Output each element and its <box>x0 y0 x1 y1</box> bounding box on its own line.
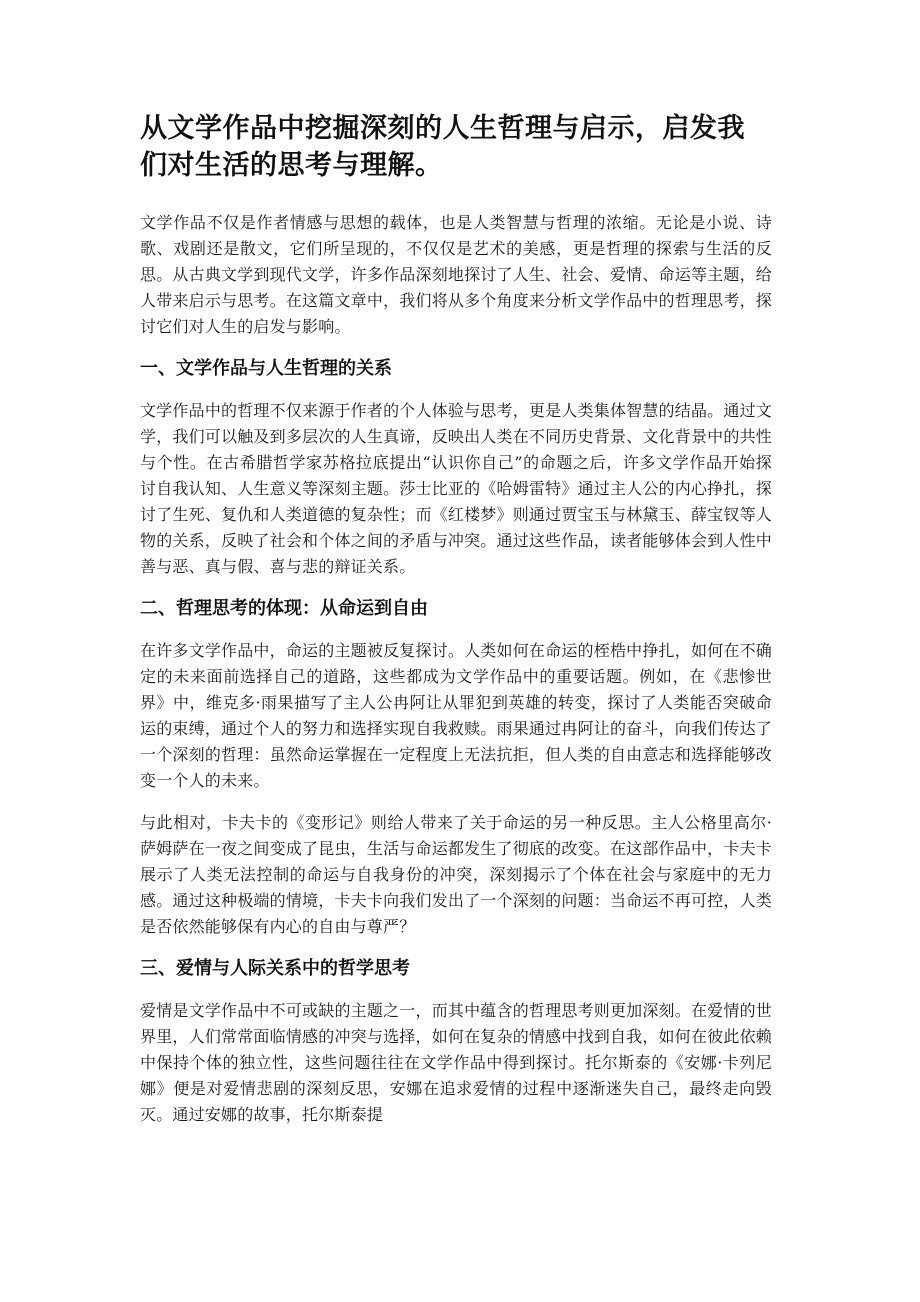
section-paragraph: 爱情是文学作品中不可或缺的主题之一，而其中蕴含的哲理思考则更加深刻。在爱情的世界里，人们常常面临情感的冲突与选择，如何在复杂的情感中找到自我，如何在彼此依赖中保持个体的独立性，这些问题往往在文学作品中得到探讨。托尔斯泰的《安娜·卡列尼娜》便是对爱情悲剧的深刻反思，安娜在追求爱情的过程中逐渐迷失自己，最终走向毁灭。通过安娜的故事，托尔斯泰提 <box>140 1001 772 1124</box>
document-title: 从文学作品中挖掘深刻的人生哲理与启示，启发我们对生活的思考与理解。 <box>140 113 745 181</box>
section-2 <box>140 596 772 940</box>
section-paragraph: 在许多文学作品中，命运的主题被反复探讨。人类如何在命运的桎梏中挣扎，如何在不确定的未来面前选择自己的道路，这些都成为文学作品中的重要话题。例如，在《悲惨世界》中，维克多·雨果描写了主人公冉阿让从罪犯到英雄的转变，探讨了人类能否突破命运的束缚，通过个人的努力和选择实现自我救赎。雨果通过冉阿让的奋斗，向我们传达了一个深刻的哲理：虽然命运掌握在一定程度上无法抗拒，但人类的自由意志和选择能够改变一个人的未来。 <box>140 641 772 790</box>
section-heading: 一、文学作品与人生哲理的关系 <box>140 358 392 379</box>
section-heading: 三、爱情与人际关系中的哲学思考 <box>140 958 410 979</box>
section-paragraph: 文学作品中的哲理不仅来源于作者的个人体验与思考，更是人类集体智慧的结晶。通过文学，我们可以触及到多层次的人生真谛，反映出人类在不同历史背景、文化背景中的共性与个性。在古希腊哲学家苏格拉底提出“认识你自己”的命题之后，许多文学作品开始探讨自我认知、人生意义等深刻主题。莎士比亚的《哈姆雷特》通过主人公的内心挣扎，探讨了生死、复仇和人类道德的复杂性；而《红楼梦》则通过贾宝玉与林黛玉、薛宝钗等人物的关系，反映了社会和个体之间的矛盾与冲突。通过这些作品，读者能够体会到人性中善与恶、真与假、喜与悲的辩证关系。 <box>140 401 772 576</box>
section-heading: 二、哲理思考的体现：从命运到自由 <box>140 598 428 619</box>
document-page <box>140 110 772 1144</box>
section-1 <box>140 356 772 580</box>
section-paragraph: 与此相对，卡夫卡的《变形记》则给人带来了关于命运的另一种反思。主人公格里高尔·萨姆萨在一夜之间变成了昆虫，生活与命运都发生了彻底的改变。在这部作品中，卡夫卡展示了人类无法控制的命运与自我身份的冲突，深刻揭示了个体在社会与家庭中的无力感。通过这种极端的情境，卡夫卡向我们发出了一个深刻的问题：当命运不再可控，人类是否依然能够保有内心的自由与尊严？ <box>140 813 772 936</box>
intro-paragraph: 文学作品不仅是作者情感与思想的载体，也是人类智慧与哲理的浓缩。无论是小说、诗歌、戏剧还是散文，它们所呈现的，不仅仅是艺术的美感，更是哲理的探索与生活的反思。从古典文学到现代文学，许多作品深刻地探讨了人生、社会、爱情、命运等主题，给人带来启示与思考。在这篇文章中，我们将从多个角度来分析文学作品中的哲理思考，探讨它们对人生的启发与影响。 <box>140 213 772 336</box>
section-3 <box>140 956 772 1128</box>
